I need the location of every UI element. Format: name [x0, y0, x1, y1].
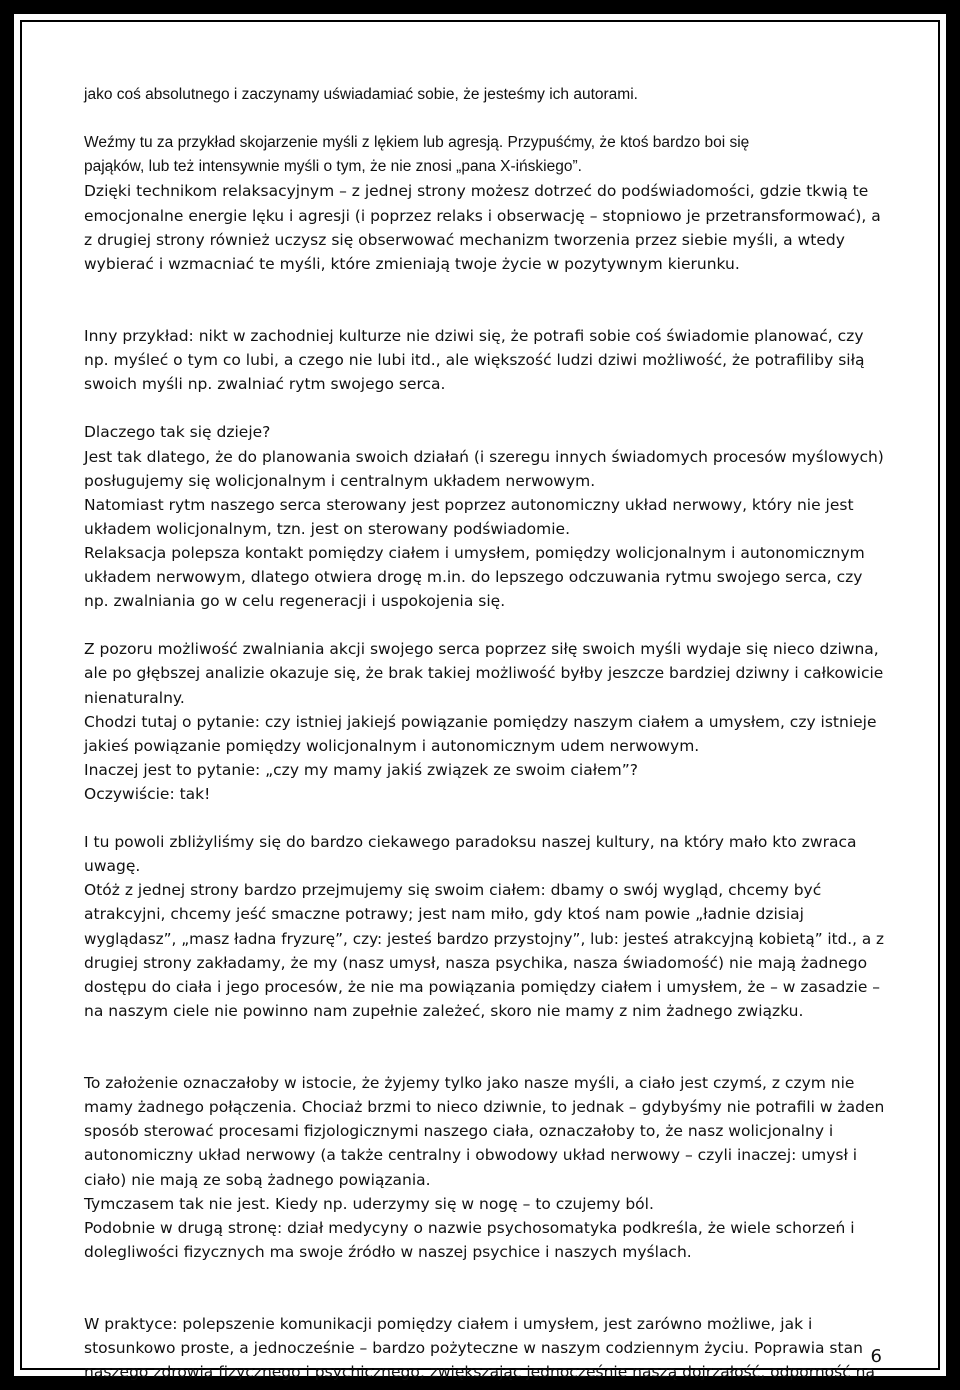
text-line: układem nerwowym, dlatego otwiera drogę m.in. do lepszego odczuwania rytmu swojego serca, czy	[84, 568, 863, 586]
text-line: To założenie oznaczałoby w istocie, że żyjemy tylko jako nasze myśli, a ciało jest czymś, z czym nie	[84, 1074, 855, 1093]
text-line: W praktyce: polepszenie komunikacji pomiędzy ciałem i umysłem, jest zarówno możliwe, jak i	[84, 1315, 813, 1334]
text-line: naszego zdrowia fizycznego i psychicznego, zwiększając jednocześnie naszą dojrzałość, odporność na	[84, 1363, 875, 1382]
text-line: Inny przykład: nikt w zachodniej kulturze nie dziwi się, że potrafi sobie coś świadomie planować, czy	[84, 327, 864, 345]
text-line: dostępu do ciała i jego procesów, że nie ma powiązania pomiędzy ciałem i umysłem, że – w zasadzie –	[84, 977, 881, 996]
text-line: wybierać i wzmacniać te myśli, które zmieniają twoje życie w pozytywnym kierunku.	[84, 254, 740, 273]
text-line: mamy żadnego połączenia. Chociaż brzmi to nieco dziwnie, to jednak – gdybyśmy nie potrafili w żaden	[84, 1098, 885, 1117]
text-line: na naszym ciele nie powinno nam zupełnie zależeć, skoro nie mamy z nim żadnego związku.	[84, 1001, 804, 1020]
text-line: Tymczasem tak nie jest. Kiedy np. uderzymy się w nogę – to czujemy ból.	[84, 1194, 654, 1213]
text-line: Weźmy tu za przykład skojarzenie myśli z lękiem lub agresją. Przypuśćmy, że ktoś bardzo boi się	[84, 134, 750, 152]
text-line: Oczywiście: tak!	[84, 784, 211, 803]
text-line: autonomiczny układ nerwowy (a także centralny i obwodowy układ nerwowy – czyli inaczej: umysł i	[84, 1146, 858, 1165]
text-line: jako coś absolutnego i zaczynamy uświadamiać sobie, że jesteśmy ich autorami.	[84, 86, 638, 103]
text-line: dolegliwości fizycznych ma swoje źródło w naszej psychice i naszych myślach.	[84, 1242, 692, 1261]
text-line: układem wolicjonalnym, tzn. jest on sterowany podświadomie.	[84, 519, 571, 538]
text-line: Podobnie w drugą stronę: dział medycyny o nazwie psychosomatyka podkreśla, że wiele schorzeń i	[84, 1218, 855, 1237]
text-line: I tu powoli zbliżyliśmy się do bardzo ciekawego paradoksu naszej kultury, na który mało kto zwraca	[84, 833, 857, 852]
text-line: posługujemy się wolicjonalnym i centralnym układem nerwowym.	[84, 471, 596, 490]
text-line: z drugiej strony również uczysz się obserwować mechanizm tworzenia przez siebie myśli, a wtedy	[84, 230, 845, 249]
text-line: ale po głębszej analizie okazuje się, że brak takiej możliwość byłby jeszcze bardziej dziwny i całkowicie	[84, 664, 884, 683]
text-line: emocjonalne energie lęku i agresji (i poprzez relaks i obserwację – stopniowo je przetransformować), a	[84, 206, 881, 225]
text-line: Inaczej jest to pytanie: „czy my mamy jakiś związek ze swoim ciałem”?	[84, 760, 638, 779]
text-line: wyglądasz”, „masz ładna fryzurę”, czy: jesteś bardzo przystojny”, lub: jesteś atrakcyjną kobietą” itd., a z	[84, 929, 884, 948]
text-line: Otóż z jednej strony bardzo przejmujemy się swoim ciałem: dbamy o swój wygląd, chcemy być	[84, 881, 822, 900]
text-line: uwagę.	[84, 857, 141, 876]
text-line: Relaksacja polepsza kontakt pomiędzy ciałem i umysłem, pomiędzy wolicjonalnym i autonomicznym	[84, 543, 865, 562]
text-line: Natomiast rytm naszego serca sterowany jest poprzez autonomiczny układ nerwowy, który nie jest	[84, 495, 854, 514]
text-line: ciało) nie mają ze sobą żadnego powiązania.	[84, 1170, 431, 1189]
text-line: nienaturalny.	[84, 688, 185, 707]
text-line: Chodzi tutaj o pytanie: czy istniej jakiejś powiązanie pomiędzy naszym ciałem a umysłem, czy istnieje	[84, 712, 877, 731]
text-line: np. myśleć o tym co lubi, a czego nie lubi itd., ale większość ludzi dziwi możliwość, że potrafiliby siłą	[84, 351, 865, 370]
text-line: Jest tak dlatego, że do planowania swoich działań (i szeregu innych świadomych procesów myślowych)	[84, 447, 884, 466]
text-line: sposób sterować procesami fizjologicznymi naszego ciała, oznaczałoby to, że nasz wolicjonalny i	[84, 1122, 834, 1141]
page-number: 6	[870, 1346, 882, 1367]
text-line: Dlaczego tak się dzieje?	[84, 423, 271, 442]
text-line: jakieś powiązanie pomiędzy wolicjonalnym i autonomicznym udem nerwowym.	[84, 736, 700, 755]
text-line: stosunkowo proste, a jednocześnie – bardzo pożyteczne w naszym codziennym życiu. Poprawia stan	[84, 1339, 863, 1358]
text-line: drugiej strony zakładamy, że my (nasz umysł, nasza psychika, nasza świadomość) nie mają żadnego	[84, 953, 868, 972]
text-line: Z pozoru możliwość zwalniania akcji swojego serca poprzez siłę swoich myśli wydaje się nieco dziwna,	[84, 640, 879, 659]
text-line: np. zwalniania go w celu regeneracji i uspokojenia się.	[84, 592, 506, 611]
text-line: pająków, lub też intensywnie myśli o tym, że nie znosi „pana X-ińskiego”.	[84, 158, 582, 176]
text-line: Dzięki technikom relaksacyjnym – z jednej strony możesz dotrzeć do podświadomości, gdzie tkwią te	[84, 182, 869, 201]
text-line: atrakcyjni, chcemy jeść smaczne potrawy; jest nam miło, gdy ktoś nam powie „ładnie dzisiaj	[84, 905, 804, 924]
text-line: swoich myśli np. zwalniać rytm swojego serca.	[84, 375, 446, 394]
